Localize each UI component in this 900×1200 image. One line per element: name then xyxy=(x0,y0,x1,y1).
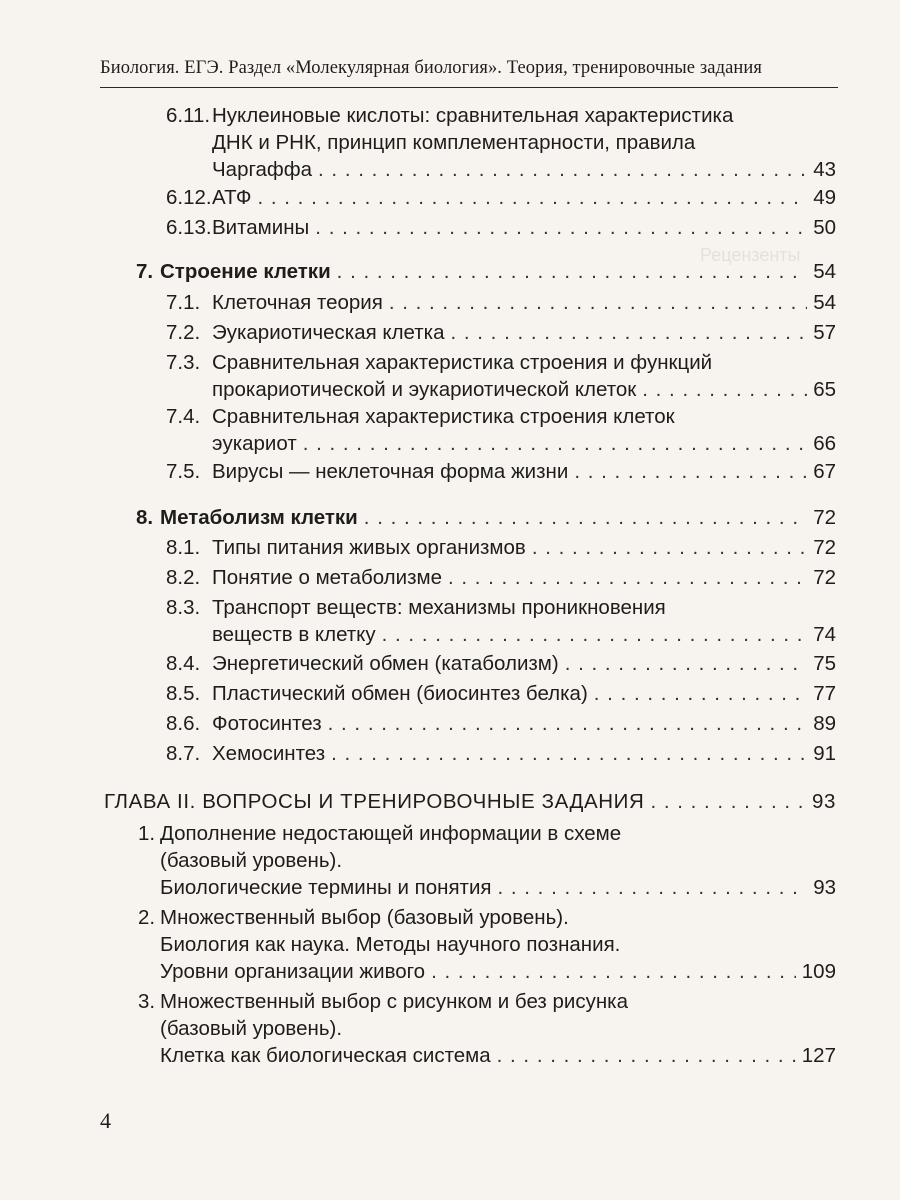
toc-entry-title: эукариот xyxy=(212,432,297,455)
toc-entry-text xyxy=(160,904,836,985)
toc-entry-text xyxy=(212,184,836,211)
toc-entry-text xyxy=(212,710,836,737)
dot-leader xyxy=(331,740,807,767)
toc-entry-page: 91 xyxy=(813,742,836,765)
toc-entry-title: веществ в клетку xyxy=(212,623,376,646)
toc-entry-page: 57 xyxy=(813,321,836,344)
toc-entry-line xyxy=(212,430,836,457)
toc-entry-page: 72 xyxy=(813,536,836,559)
dot-leader xyxy=(318,156,807,183)
toc-entry-line xyxy=(212,564,836,591)
toc-entry-title: (базовый уровень). xyxy=(160,1017,343,1040)
toc-entry-title: Фотосинтез xyxy=(212,712,322,735)
toc-entry-text xyxy=(212,680,836,707)
toc-entry-title: Дополнение недостающей информации в схеме xyxy=(160,822,622,845)
toc-entry-number: 2. xyxy=(138,906,156,929)
running-header: Биология. ЕГЭ. Раздел «Молекулярная биология». Теория, тренировочные задания xyxy=(100,58,838,88)
toc-entry-page: 54 xyxy=(813,291,836,314)
toc-entry-line xyxy=(212,650,836,677)
toc-entry-number: 8.6. xyxy=(166,712,201,735)
dot-leader xyxy=(451,319,808,346)
toc-entry-page: 127 xyxy=(801,1044,836,1067)
toc-entry-title: Транспорт веществ: механизмы проникновения xyxy=(212,596,666,619)
toc-entry-number: 8.1. xyxy=(166,536,201,559)
toc-entry-title: Множественный выбор (базовый уровень). xyxy=(160,906,569,929)
toc-entry-title: Чаргаффа xyxy=(212,158,313,181)
toc-entry-title: Энергетический обмен (катаболизм) xyxy=(212,652,559,675)
toc-entry-title: Пластический обмен (биосинтез белка) xyxy=(212,682,588,705)
chapter-title: ГЛАВА II. ВОПРОСЫ И ТРЕНИРОВОЧНЫЕ ЗАДАНИЯ xyxy=(104,790,645,813)
toc-entry-title: прокариотической и эукариотической клеток xyxy=(212,378,637,401)
toc-entry-title: Клетка как биологическая система xyxy=(160,1044,491,1067)
dot-leader xyxy=(315,214,807,241)
toc-entry-number: 7.4. xyxy=(166,405,201,428)
dot-leader xyxy=(594,680,807,707)
toc-entry-text xyxy=(212,534,836,561)
toc-entry-line xyxy=(212,740,836,767)
toc-entry-line xyxy=(160,1015,836,1042)
toc-entry-line xyxy=(212,594,836,621)
toc-entry-page: 65 xyxy=(813,378,836,401)
toc-entry-title: Биология как наука. Методы научного познания. xyxy=(160,933,621,956)
toc-entry-number: 8.3. xyxy=(166,596,201,619)
toc-entry[interactable] xyxy=(138,904,836,985)
toc-section[interactable] xyxy=(136,504,836,531)
toc-entry-page: 66 xyxy=(813,432,836,455)
toc-entry-line xyxy=(212,289,836,316)
toc-entry-title: Метаболизм клетки xyxy=(160,506,358,529)
toc-entry-line xyxy=(104,788,836,815)
toc-entry-page: 43 xyxy=(813,158,836,181)
toc-entry-title: ДНК и РНК, принцип комплементарности, правила xyxy=(212,131,696,154)
toc-entry-page: 67 xyxy=(813,460,836,483)
toc-entry-title: Множественный выбор с рисунком и без рисунка xyxy=(160,990,628,1013)
dot-leader xyxy=(448,564,807,591)
toc-entry-line xyxy=(212,184,836,211)
toc-entry-text xyxy=(212,214,836,241)
toc-entry-text xyxy=(212,289,836,316)
toc-entry[interactable] xyxy=(166,594,836,648)
toc-entry-line xyxy=(212,156,836,183)
toc-entry[interactable] xyxy=(166,680,836,707)
toc-entry[interactable] xyxy=(166,319,836,346)
toc-entry[interactable] xyxy=(166,349,836,403)
toc-entry[interactable] xyxy=(138,820,836,901)
toc-entry-title: Витамины xyxy=(212,216,310,239)
toc-entry-line xyxy=(160,958,836,985)
toc-entry-number: 1. xyxy=(138,822,156,845)
toc-entry-line xyxy=(212,129,836,156)
toc-entry-title: АТФ xyxy=(212,186,252,209)
toc-entry-number: 7.2. xyxy=(166,321,201,344)
page-number: 4 xyxy=(100,1108,111,1133)
toc-entry-page: 77 xyxy=(813,682,836,705)
toc-entry-line xyxy=(160,258,836,285)
toc-entry-text xyxy=(104,788,836,815)
toc-entry-text xyxy=(212,102,836,183)
dot-leader xyxy=(337,258,808,285)
toc-entry-line xyxy=(212,680,836,707)
toc-entry-text xyxy=(212,349,836,403)
toc-entry-text xyxy=(212,564,836,591)
toc-entry-number: 8.2. xyxy=(166,566,201,589)
toc-entry-line xyxy=(212,621,836,648)
toc-entry-title: Эукариотическая клетка xyxy=(212,321,445,344)
dot-leader xyxy=(258,184,808,211)
toc-entry[interactable] xyxy=(166,214,836,241)
toc-entry-text xyxy=(212,650,836,677)
dot-leader xyxy=(497,1042,796,1069)
toc-entry[interactable] xyxy=(166,458,836,485)
toc-entry-text xyxy=(212,319,836,346)
toc-entry-number: 8. xyxy=(136,506,154,529)
toc-entry-title: Уровни организации живого xyxy=(160,960,426,983)
toc-entry-text xyxy=(212,740,836,767)
toc-entry-title: Биологические термины и понятия xyxy=(160,876,492,899)
toc-entry-number: 3. xyxy=(138,990,156,1013)
toc-entry-title: Строение клетки xyxy=(160,260,331,283)
toc-entry-page: 49 xyxy=(813,186,836,209)
toc-entry-number: 7.5. xyxy=(166,460,201,483)
bleed-through-text: Рецензенты xyxy=(700,245,801,265)
toc-entry-page: 93 xyxy=(811,790,836,813)
toc-entry-page: 109 xyxy=(801,960,836,983)
dot-leader xyxy=(565,650,807,677)
toc-entry-number: 8.4. xyxy=(166,652,201,675)
toc-entry-page: 72 xyxy=(813,566,836,589)
toc-entry-line xyxy=(160,988,836,1015)
toc-entry-line xyxy=(160,847,836,874)
toc-entry-line xyxy=(212,403,836,430)
toc-entry-number: 8.7. xyxy=(166,742,201,765)
toc-entry[interactable] xyxy=(166,564,836,591)
toc-entry-line xyxy=(212,319,836,346)
toc-entry-line xyxy=(212,376,836,403)
toc-entry-title: Понятие о метаболизме xyxy=(212,566,442,589)
toc-entry-title: Типы питания живых организмов xyxy=(212,536,526,559)
toc-entry-title: Клеточная теория xyxy=(212,291,383,314)
toc-entry[interactable] xyxy=(166,403,836,457)
toc-entry[interactable] xyxy=(166,740,836,767)
toc-entry[interactable] xyxy=(166,650,836,677)
toc-entry-line xyxy=(160,1042,836,1069)
toc-entry-title: (базовый уровень). xyxy=(160,849,343,872)
toc-entry-page: 50 xyxy=(813,216,836,239)
toc-entry[interactable] xyxy=(166,710,836,737)
toc-entry-line xyxy=(160,931,836,958)
dot-leader xyxy=(364,504,807,531)
toc-entry-line xyxy=(212,349,836,376)
dot-leader xyxy=(498,874,808,901)
toc-entry-page: 54 xyxy=(813,260,836,283)
toc-entry[interactable] xyxy=(166,289,836,316)
toc-section[interactable] xyxy=(136,258,836,285)
toc-entry-line xyxy=(160,904,836,931)
dot-leader xyxy=(382,621,808,648)
toc-entry-line xyxy=(212,214,836,241)
dot-leader xyxy=(303,430,807,457)
toc-entry-page: 75 xyxy=(813,652,836,675)
dot-leader xyxy=(642,376,807,403)
toc-entry-text xyxy=(212,594,836,648)
toc-entry-text xyxy=(212,403,836,457)
toc-entry[interactable] xyxy=(166,534,836,561)
dot-leader xyxy=(574,458,807,485)
toc-entry-line xyxy=(160,820,836,847)
dot-leader xyxy=(389,289,807,316)
toc-entry-number: 6.13. xyxy=(166,216,212,239)
toc-entry-text xyxy=(160,504,836,531)
toc-entry-line xyxy=(212,102,836,129)
toc-entry[interactable] xyxy=(166,102,836,183)
toc-entry-title: Нуклеиновые кислоты: сравнительная характеристика xyxy=(212,104,734,127)
toc-entry-page: 89 xyxy=(813,712,836,735)
toc-entry-page: 93 xyxy=(813,876,836,899)
toc-entry[interactable] xyxy=(166,184,836,211)
toc-entry-text xyxy=(212,458,836,485)
toc-entry-number: 7. xyxy=(136,260,154,283)
toc-entry-page: 74 xyxy=(813,623,836,646)
toc-entry-title: Хемосинтез xyxy=(212,742,326,765)
toc-entry-line xyxy=(212,534,836,561)
toc-entry-title: Сравнительная характеристика строения клеток xyxy=(212,405,675,428)
toc-entry-line xyxy=(212,710,836,737)
toc-entry-title: Вирусы — неклеточная форма жизни xyxy=(212,460,569,483)
toc-entry-number: 6.12. xyxy=(166,186,212,209)
toc-entry[interactable] xyxy=(138,988,836,1069)
toc-entry-line xyxy=(212,458,836,485)
toc-entry-number: 7.1. xyxy=(166,291,201,314)
toc-entry-title: Сравнительная характеристика строения и функций xyxy=(212,351,713,374)
toc-entry-text xyxy=(160,820,836,901)
dot-leader xyxy=(650,788,806,815)
toc-entry-number: 7.3. xyxy=(166,351,201,374)
toc-chapter[interactable] xyxy=(104,788,836,815)
toc-entry-number: 6.11. xyxy=(166,104,211,127)
dot-leader xyxy=(328,710,808,737)
toc-entry-text xyxy=(160,988,836,1069)
toc-entry-text xyxy=(160,258,836,285)
toc-entry-number: 8.5. xyxy=(166,682,201,705)
toc-entry-line xyxy=(160,874,836,901)
toc-entry-line xyxy=(160,504,836,531)
toc-entry-page: 72 xyxy=(813,506,836,529)
dot-leader xyxy=(431,958,796,985)
dot-leader xyxy=(532,534,807,561)
